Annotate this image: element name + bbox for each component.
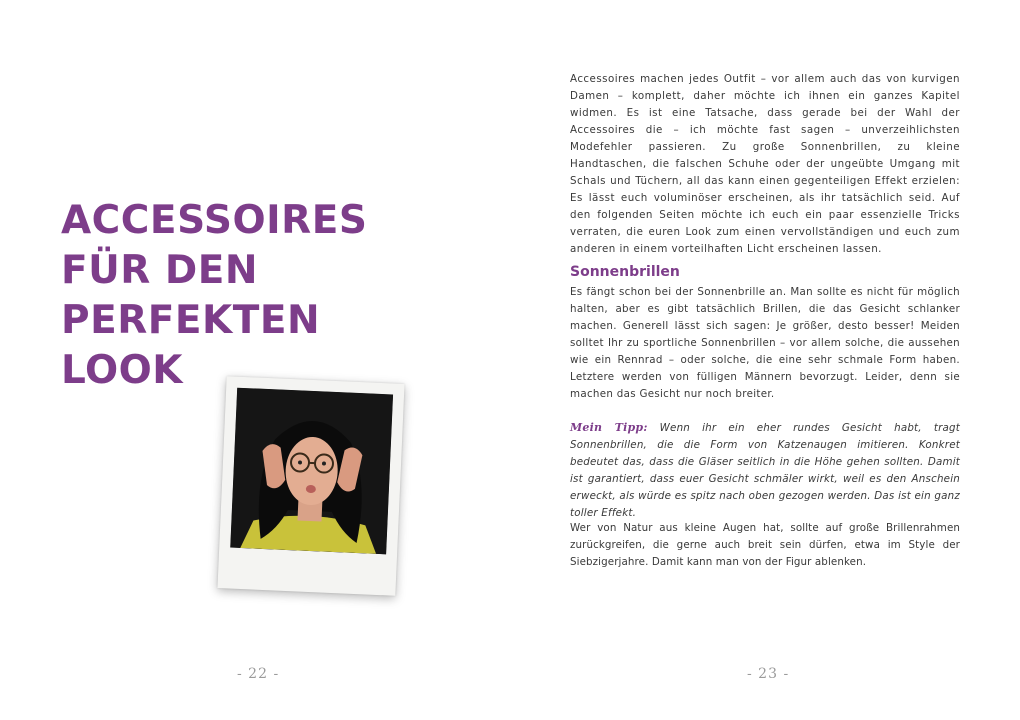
tip-paragraph bbox=[570, 419, 960, 522]
title-line-2: FÜR DEN bbox=[61, 248, 259, 293]
tip-label: Mein Tipp: bbox=[570, 421, 648, 434]
polaroid-photo bbox=[217, 376, 404, 596]
page-number-left: - 22 - bbox=[237, 666, 280, 682]
section-heading: Sonnenbrillen bbox=[570, 264, 680, 280]
title-line-3: PERFEKTEN bbox=[61, 298, 321, 343]
tip-text: Wenn ihr ein eher rundes Gesicht habt, tragt Sonnenbrillen, die die Form von Katzenaugen imitieren. Konkret bedeutet das, dass die Gläser seitlich in die Höhe gehen sollten. Damit ist garantiert, dass euer Gesicht schmäler wirkt, weil es den Anschein erweckt, als würde es spitz nach oben gezogen werden. Das ist ein ganz toller Effekt. bbox=[570, 422, 960, 519]
closing-paragraph: Wer von Natur aus kleine Augen hat, sollte auf große Brillenrahmen zurückgreifen, die gerne auch breit sein dürfen, etwa im Style der Siebzigerjahre. Damit kann man von der Figur ablenken. bbox=[570, 522, 960, 568]
chapter-title bbox=[61, 196, 441, 396]
title-line-4: LOOK bbox=[61, 348, 183, 393]
intro-paragraph: Accessoires machen jedes Outfit – vor allem auch das von kurvigen Damen – komplett, daher möchte ich ihnen ein ganzes Kapitel widmen. Es ist eine Tatsache, dass gerade bei der Wahl der Accessoires die – ich möchte fast sagen – unverzeihlichsten Modefehler passieren. Zu große Sonnenbrillen, zu kleine Handtaschen, die falschen Schuhe oder der ungeübte Umgang mit Schals und Tüchern, all das kann einen gegenteiligen Effekt erzielen: Es lässt euch voluminöser erscheinen, als ihr tatsächlich seid. Auf den folgenden Seiten möchte ich euch ein paar essenzielle Tricks verraten, die euren Look zum einen vervollständigen und euch zum anderen in einem vorteilhaften Licht erscheinen lassen. bbox=[570, 73, 960, 255]
portrait-photo bbox=[230, 388, 393, 555]
title-line-1: ACCESSOIRES bbox=[61, 198, 368, 243]
page-number-right: - 23 - bbox=[747, 666, 790, 682]
portrait-illustration bbox=[230, 388, 393, 555]
section-paragraph: Es fängt schon bei der Sonnenbrille an. Man sollte es nicht für möglich halten, aber es gibt tatsächlich Brillen, die das Gesicht schlanker machen. Generell lässt sich sagen: Je größer, desto besser! Meiden solltet Ihr zu sportliche Sonnenbrillen – vor allem solche, die aussehen wie ein Rennrad – oder solche, die eine sehr schmale Form haben. Letztere werden von fülligen Männern bevorzugt. Leider, denn sie machen das Gesicht nur noch breiter. bbox=[570, 286, 960, 400]
right-page bbox=[510, 0, 1020, 720]
